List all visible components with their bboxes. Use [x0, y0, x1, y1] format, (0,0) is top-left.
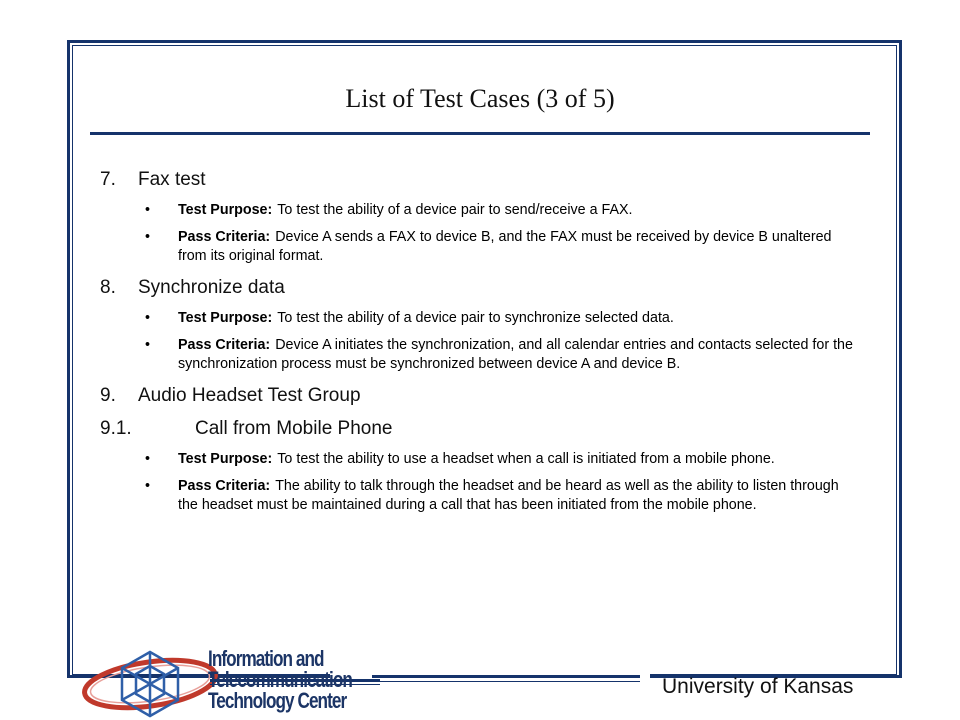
bullet-dot: •	[145, 337, 151, 353]
purpose-text: To test the ability to use a headset when a call is initiated from a mobile phone.	[277, 451, 775, 467]
bullet-pass-criteria	[100, 228, 860, 266]
section-heading-sync	[100, 276, 860, 300]
purpose-label: Test Purpose:	[178, 451, 273, 467]
bullet-dot: •	[145, 451, 151, 467]
bullet-test-purpose	[100, 201, 860, 220]
criteria-text: The ability to talk through the headset and be heard as well as the ability to listen through the headset must be maintained during a call that has been initiated from the mobile phone.	[178, 478, 839, 513]
university-name: University of Kansas	[662, 675, 854, 698]
bullet-dot: •	[145, 478, 151, 494]
section-heading-call-mobile	[100, 417, 860, 441]
criteria-text: Device A initiates the synchronization, and all calendar entries and contacts selected for the synchronization process must be synchronized between device A and device B.	[178, 337, 853, 372]
purpose-text: To test the ability of a device pair to synchronize selected data.	[277, 310, 674, 326]
criteria-label: Pass Criteria:	[178, 337, 271, 353]
section-name: Fax test	[138, 169, 206, 190]
section-heading-fax	[100, 168, 860, 192]
section-name: Call from Mobile Phone	[195, 418, 393, 439]
footer-rule-thin	[372, 681, 640, 682]
logo-line-2: Telecommunication	[208, 667, 352, 692]
section-number: 8.	[100, 277, 116, 298]
criteria-text: Device A sends a FAX to device B, and the FAX must be received by device B unaltered from its original format.	[178, 229, 832, 264]
logo-line-3: Technology Center	[208, 688, 347, 713]
slide-title: List of Test Cases (3 of 5)	[345, 84, 615, 113]
criteria-label: Pass Criteria:	[178, 478, 271, 494]
bullet-pass-criteria	[100, 336, 860, 374]
section-number: 7.	[100, 169, 116, 190]
bullet-pass-criteria	[100, 477, 860, 515]
bullet-dot: •	[145, 310, 151, 326]
footer-rule-thick	[372, 675, 640, 678]
purpose-text: To test the ability of a device pair to send/receive a FAX.	[277, 202, 633, 218]
bullet-test-purpose	[100, 309, 860, 328]
purpose-label: Test Purpose:	[178, 310, 273, 326]
section-number: 9.1.	[100, 418, 132, 439]
purpose-label: Test Purpose:	[178, 202, 273, 218]
bullet-dot: •	[145, 202, 151, 218]
title-underline	[90, 132, 870, 135]
criteria-label: Pass Criteria:	[178, 229, 271, 245]
ittc-logo-text	[208, 648, 352, 711]
section-number: 9.	[100, 385, 116, 406]
section-name: Audio Headset Test Group	[138, 385, 361, 406]
slide-content	[100, 168, 860, 525]
bullet-dot: •	[145, 229, 151, 245]
logo-line-1: Information and	[208, 646, 324, 671]
section-name: Synchronize data	[138, 277, 285, 298]
section-heading-audio-group	[100, 384, 860, 408]
bullet-test-purpose	[100, 450, 860, 469]
